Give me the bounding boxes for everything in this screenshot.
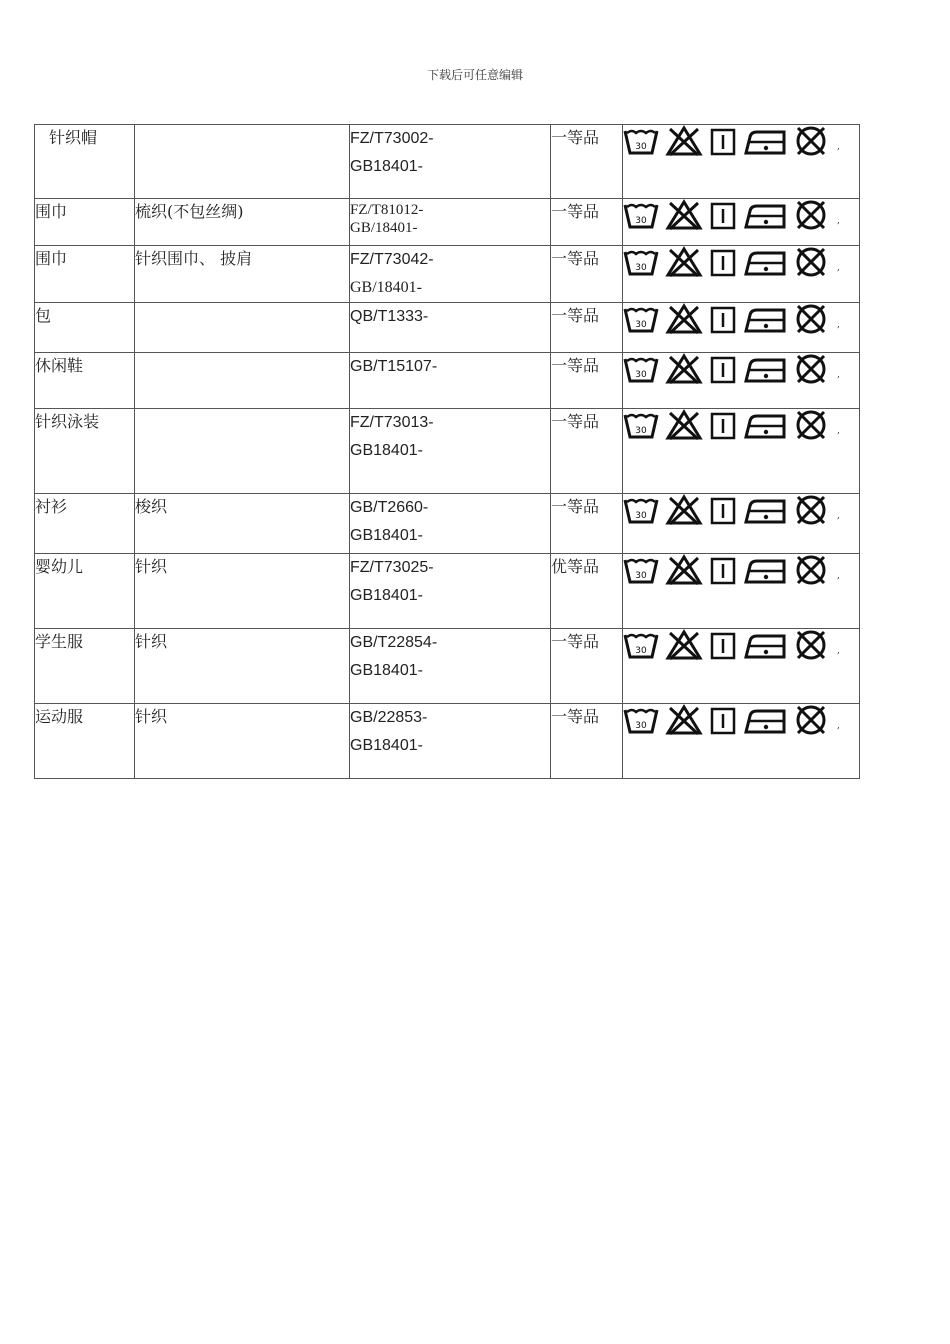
wash-30-icon <box>623 409 659 441</box>
cell-mark: , <box>837 426 840 436</box>
standard-cell: GB/T22854- GB18401- <box>350 629 551 704</box>
product-standards-table <box>34 124 860 779</box>
wash-30-icon <box>623 199 659 231</box>
no-dry-clean-icon <box>793 125 829 157</box>
care-symbols-cell <box>623 303 860 353</box>
line-dry-icon <box>709 125 737 157</box>
standard-cell: GB/T15107- <box>350 353 551 409</box>
table-row <box>35 554 860 629</box>
product-name-cell: 衬衫 <box>35 494 135 554</box>
standard-cell: GB/22853- GB18401- <box>350 704 551 779</box>
no-dry-clean-icon <box>793 199 829 231</box>
no-dry-clean-icon <box>793 246 829 278</box>
standard-cell: FZ/T81012- GB/18401- <box>350 199 551 246</box>
no-bleach-icon <box>665 199 703 231</box>
wash-temp-label: 30 <box>635 263 647 273</box>
standard-cell: FZ/T73042- GB/18401- <box>350 246 551 303</box>
product-type-cell <box>135 353 350 409</box>
wash-temp-label: 30 <box>635 721 647 731</box>
product-type-cell: 针织 <box>135 554 350 629</box>
table-row <box>35 629 860 704</box>
wash-30-icon <box>623 704 659 736</box>
table-row <box>35 246 860 303</box>
care-symbols-cell <box>623 246 860 303</box>
iron-low-icon <box>743 353 787 385</box>
grade-cell: 一等品 <box>551 125 623 199</box>
care-symbols-cell <box>623 353 860 409</box>
no-dry-clean-icon <box>793 629 829 661</box>
cell-mark: , <box>837 646 840 656</box>
no-bleach-icon <box>665 409 703 441</box>
product-name-cell: 休闲鞋 <box>35 353 135 409</box>
table-row <box>35 353 860 409</box>
cell-mark: , <box>837 320 840 330</box>
iron-low-icon <box>743 554 787 586</box>
wash-temp-label: 30 <box>635 571 647 581</box>
care-symbols-cell <box>623 554 860 629</box>
line-dry-icon <box>709 199 737 231</box>
no-bleach-icon <box>665 246 703 278</box>
product-type-cell: 针织 <box>135 704 350 779</box>
care-symbols-cell <box>623 125 860 199</box>
iron-low-icon <box>743 246 787 278</box>
grade-cell: 优等品 <box>551 554 623 629</box>
care-symbols-cell <box>623 629 860 704</box>
standard-cell: FZ/T73013- GB18401- <box>350 409 551 494</box>
no-bleach-icon <box>665 629 703 661</box>
no-dry-clean-icon <box>793 494 829 526</box>
table-row <box>35 303 860 353</box>
iron-low-icon <box>743 494 787 526</box>
line-dry-icon <box>709 246 737 278</box>
wash-30-icon <box>623 246 659 278</box>
product-type-cell: 针织围巾、 披肩 <box>135 246 350 303</box>
care-symbols-cell <box>623 494 860 554</box>
cell-mark: , <box>837 263 840 273</box>
no-dry-clean-icon <box>793 704 829 736</box>
line-dry-icon <box>709 353 737 385</box>
cell-mark: , <box>837 721 840 731</box>
no-dry-clean-icon <box>793 409 829 441</box>
line-dry-icon <box>709 629 737 661</box>
product-type-cell: 梳织(不包丝绸) <box>135 199 350 246</box>
grade-cell: 一等品 <box>551 199 623 246</box>
product-name-cell: 针织帽 <box>35 125 135 199</box>
page-header-note: 下载后可任意编辑 <box>426 68 523 82</box>
care-symbols-cell <box>623 704 860 779</box>
table-row <box>35 125 860 199</box>
grade-cell: 一等品 <box>551 303 623 353</box>
line-dry-icon <box>709 554 737 586</box>
product-name-cell: 针织泳装 <box>35 409 135 494</box>
cell-mark: , <box>837 216 840 226</box>
wash-30-icon <box>623 125 659 157</box>
standard-cell: QB/T1333- <box>350 303 551 353</box>
no-dry-clean-icon <box>793 353 829 385</box>
cell-mark: , <box>837 571 840 581</box>
cell-mark: , <box>837 142 840 152</box>
wash-temp-label: 30 <box>635 426 647 436</box>
product-type-cell <box>135 303 350 353</box>
grade-cell: 一等品 <box>551 353 623 409</box>
product-name-cell: 包 <box>35 303 135 353</box>
wash-30-icon <box>623 353 659 385</box>
no-bleach-icon <box>665 494 703 526</box>
product-type-cell <box>135 409 350 494</box>
iron-low-icon <box>743 303 787 335</box>
standard-cell: FZ/T73002- GB18401- <box>350 125 551 199</box>
table-row <box>35 409 860 494</box>
line-dry-icon <box>709 704 737 736</box>
table-row <box>35 199 860 246</box>
grade-cell: 一等品 <box>551 704 623 779</box>
grade-cell: 一等品 <box>551 494 623 554</box>
wash-temp-label: 30 <box>635 216 647 226</box>
iron-low-icon <box>743 629 787 661</box>
wash-temp-label: 30 <box>635 370 647 380</box>
grade-cell: 一等品 <box>551 409 623 494</box>
no-dry-clean-icon <box>793 554 829 586</box>
product-name-cell: 学生服 <box>35 629 135 704</box>
no-dry-clean-icon <box>793 303 829 335</box>
wash-30-icon <box>623 629 659 661</box>
grade-cell: 一等品 <box>551 246 623 303</box>
grade-cell: 一等品 <box>551 629 623 704</box>
iron-low-icon <box>743 409 787 441</box>
product-name-cell: 运动服 <box>35 704 135 779</box>
wash-30-icon <box>623 494 659 526</box>
line-dry-icon <box>709 409 737 441</box>
iron-low-icon <box>743 125 787 157</box>
no-bleach-icon <box>665 303 703 335</box>
no-bleach-icon <box>665 554 703 586</box>
wash-temp-label: 30 <box>635 320 647 330</box>
line-dry-icon <box>709 494 737 526</box>
no-bleach-icon <box>665 704 703 736</box>
product-name-cell: 围巾 <box>35 199 135 246</box>
care-symbols-cell <box>623 409 860 494</box>
standard-cell: FZ/T73025- GB18401- <box>350 554 551 629</box>
standard-cell: GB/T2660- GB18401- <box>350 494 551 554</box>
table-row <box>35 494 860 554</box>
cell-mark: , <box>837 370 840 380</box>
wash-30-icon <box>623 303 659 335</box>
iron-low-icon <box>743 199 787 231</box>
product-name-cell: 围巾 <box>35 246 135 303</box>
product-type-cell <box>135 125 350 199</box>
cell-mark: , <box>837 511 840 521</box>
iron-low-icon <box>743 704 787 736</box>
line-dry-icon <box>709 303 737 335</box>
wash-temp-label: 30 <box>635 511 647 521</box>
wash-temp-label: 30 <box>635 646 647 656</box>
wash-30-icon <box>623 554 659 586</box>
product-name-cell: 婴幼儿 <box>35 554 135 629</box>
wash-temp-label: 30 <box>635 142 647 152</box>
product-type-cell: 梭织 <box>135 494 350 554</box>
table-row <box>35 704 860 779</box>
product-type-cell: 针织 <box>135 629 350 704</box>
no-bleach-icon <box>665 353 703 385</box>
no-bleach-icon <box>665 125 703 157</box>
care-symbols-cell <box>623 199 860 246</box>
